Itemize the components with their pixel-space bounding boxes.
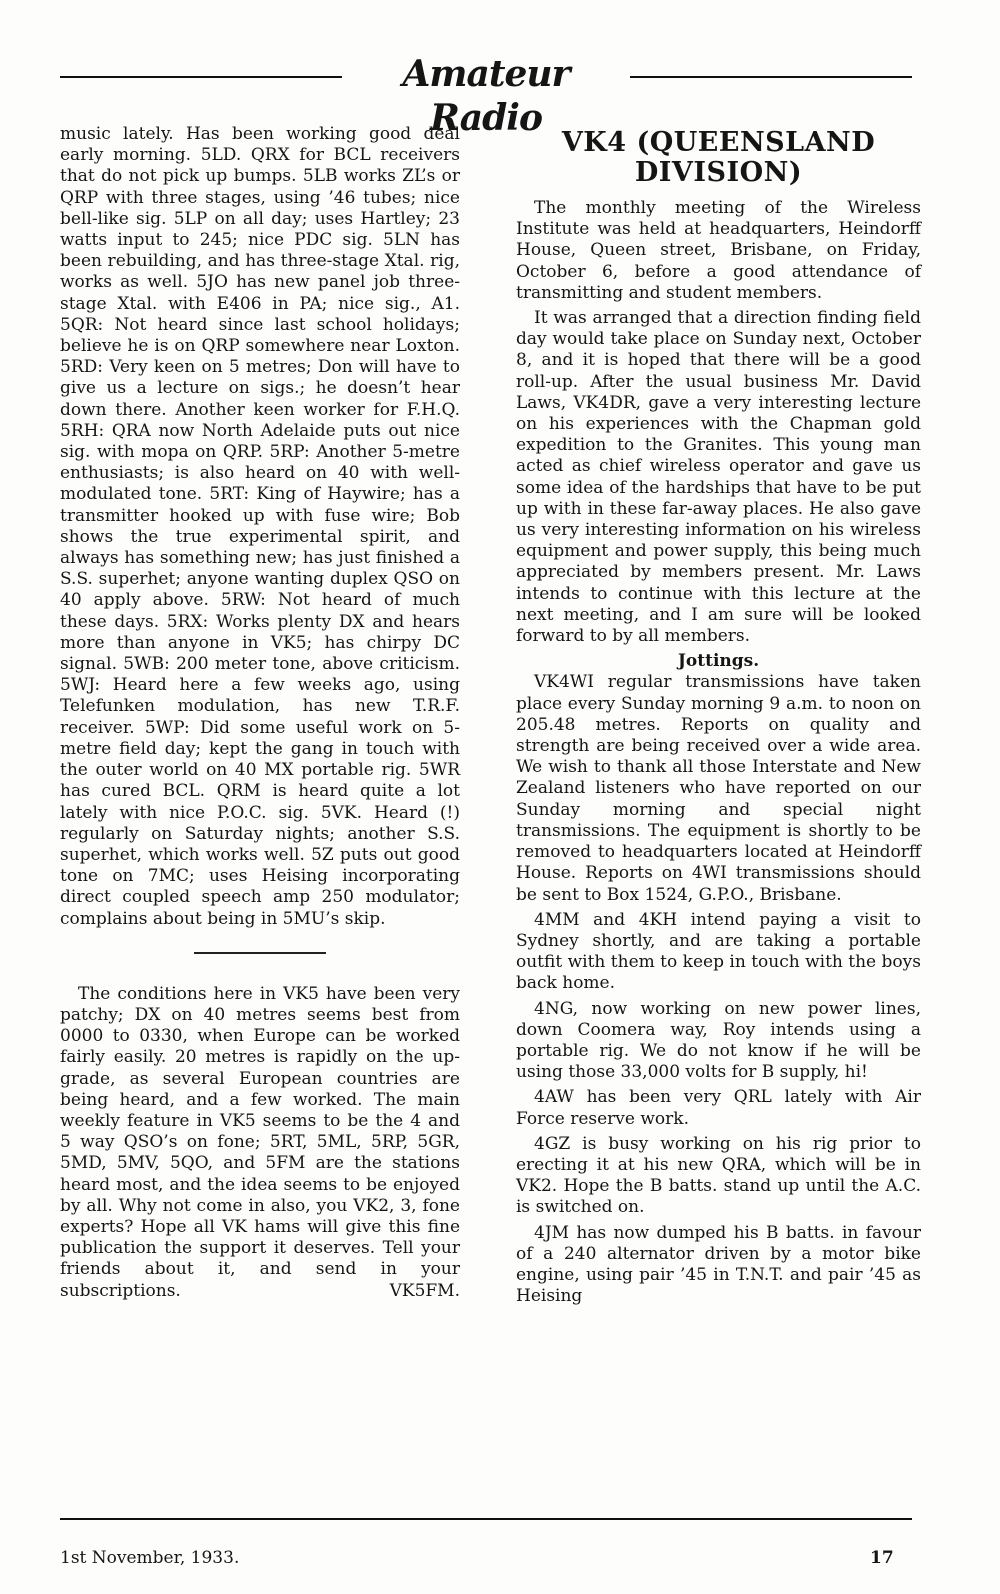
page-number: 17 [870,1548,894,1568]
jottings-subhead: Jottings. [677,651,760,672]
masthead-title: Amateur Radio [402,53,570,139]
issue-date: 1st November, 1933. [60,1548,240,1568]
jotting-item: 4GZ is busy working on his rig prior to erecting it at his new QRA, which will be in VK2. Hope the B batts. stand up until the A.C. is switched on. [516,1133,921,1218]
article-paragraph-1: The monthly meeting of the Wireless Institute was held at headquarters, Heindorff House, Queen street, Brisbane, on Friday, October 6, before a good attendance of transmitting and student members. [516,198,921,303]
jotting-item: 4NG, now working on new power lines, down Coomera way, Roy intends using a portable rig. We do not know if he will be using those 33,000 volts for B supply, hi! [516,998,921,1083]
left-paragraph-1: music lately. Has been working good deal early morning. 5LD. QRX for BCL receivers that do not pick up bumps. 5LB works ZL’s or QRP with three stages, using ’46 tubes; nice bell-like sig. 5LP on all day; uses Hartley; 23 watts input to 245; nice PDC sig. 5LN has been rebuilding, and has three-stage Xtal. rig, works as well. 5JO has new panel job three-stage Xtal. with E406 in PA; nice sig., A1. 5QR: Not heard since last school holidays; believe he is on QRP somewhere near Loxton. 5RD: Very keen on 5 metres; Don will have to give us a lecture on sigs.; he doesn’t hear down there. Another keen worker for F.H.Q. 5RH: QRA now North Adelaide puts out nice sig. with mopa on QRP. 5RP: Another 5-metre enthusiasts; is also heard on 40 with well-modulated tone. 5RT: King of Haywire; has a transmitter hooked up with fuse wire; Bob shows the true experimental spirit, and always has something new; has just finished a S.S. superhet; anyone wanting duplex QSO on 40 apply above. 5RW: Not heard of much these days. 5RX: Works plenty DX and hears more than anyone in VK5; has chirpy DC signal. 5WB: 200 meter tone, above criticism. 5WJ: Heard here a few weeks ago, using Telefunken modulation, has new T.R.F. receiver. 5WP: Did some useful work on 5-metre field day; kept the gang in touch with the outer world on 40 MX portable rig. 5WR has cured BCL. QRM is heard quite a lot lately with nice P.O.C. sig. 5VK. Heard (!) regularly on Saturday nights; another S.S. superhet, which works well. 5Z puts out good tone on 7MC; uses Heising incorporating direct coupled speech amp 250 modulator; complains about being in 5MU’s skip. [60,124,460,929]
masthead-rule-right [630,76,912,78]
footer-rule [60,1518,912,1520]
signature: VK5FM. [389,1280,460,1301]
left-column [60,124,460,1302]
jotting-item: 4MM and 4KH intend paying a visit to Sydney shortly, and are taking a portable outfit with them to keep in touch with the boys back home. [516,909,921,994]
jotting-item: 4AW has been very QRL lately with Air Force reserve work. [516,1087,921,1129]
jotting-item: VK4WI regular transmissions have taken place every Sunday morning 9 a.m. to noon on 205.48 metres. Reports on quality and strength are being received over a wide area. We wish to thank all those Interstate and New Zealand listeners who have reported on our Sunday morning and special night transmissions. The equipment is shortly to be removed to headquarters located at Heindorff House. Reports on 4WI transmissions should be sent to Box 1524, G.P.O., Brisbane. [516,672,921,905]
article-paragraph-2: It was arranged that a direction finding field day would take place on Sunday next, October 8, and it is hoped that there will be a good roll-up. After the usual business Mr. David Laws, VK4DR, gave a very interesting lecture on his experiences with the Chapman gold expedition to the Granites. This young man acted as chief wireless operator and gave us some idea of the hardships that have to be put up with in these far-away places. He also gave us very interesting information on his wireless equipment and power supply, this being much appreciated by members present. Mr. Laws intends to continue with this lecture at the next meeting, and I am sure will be looked forward to by all members. [516,308,921,647]
left-paragraph-2 [60,984,460,1302]
section-title: VK4 (QUEENSLAND DIVISION) [561,127,876,188]
masthead-rule-left [60,76,342,78]
section-divider [194,952,326,954]
masthead [60,53,912,139]
right-column [516,124,921,1311]
jotting-item: 4JM has now dumped his B batts. in favour of a 240 alternator driven by a motor bike engine, using pair ’45 in T.N.T. and pair ’45 as Heising [516,1222,921,1307]
left-paragraph-2-text: The conditions here in VK5 have been very patchy; DX on 40 metres seems best from 0000 to 0330, when Europe can be worked fairly easily. 20 metres is rapidly on the up-grade, as several European countries are being heard, and a few worked. The main weekly feature in VK5 seems to be the 4 and 5 way QSO’s on fone; 5RT, 5ML, 5RP, 5GR, 5MD, 5MV, 5QO, and 5FM are the stations heard most, and the idea seems to be enjoyed by all. Why not come in also, you VK2, 3, fone experts? Hope all VK hams will give this fine publication the support it deserves. Tell your friends about it, and send in your subscriptions. [60,983,460,1301]
